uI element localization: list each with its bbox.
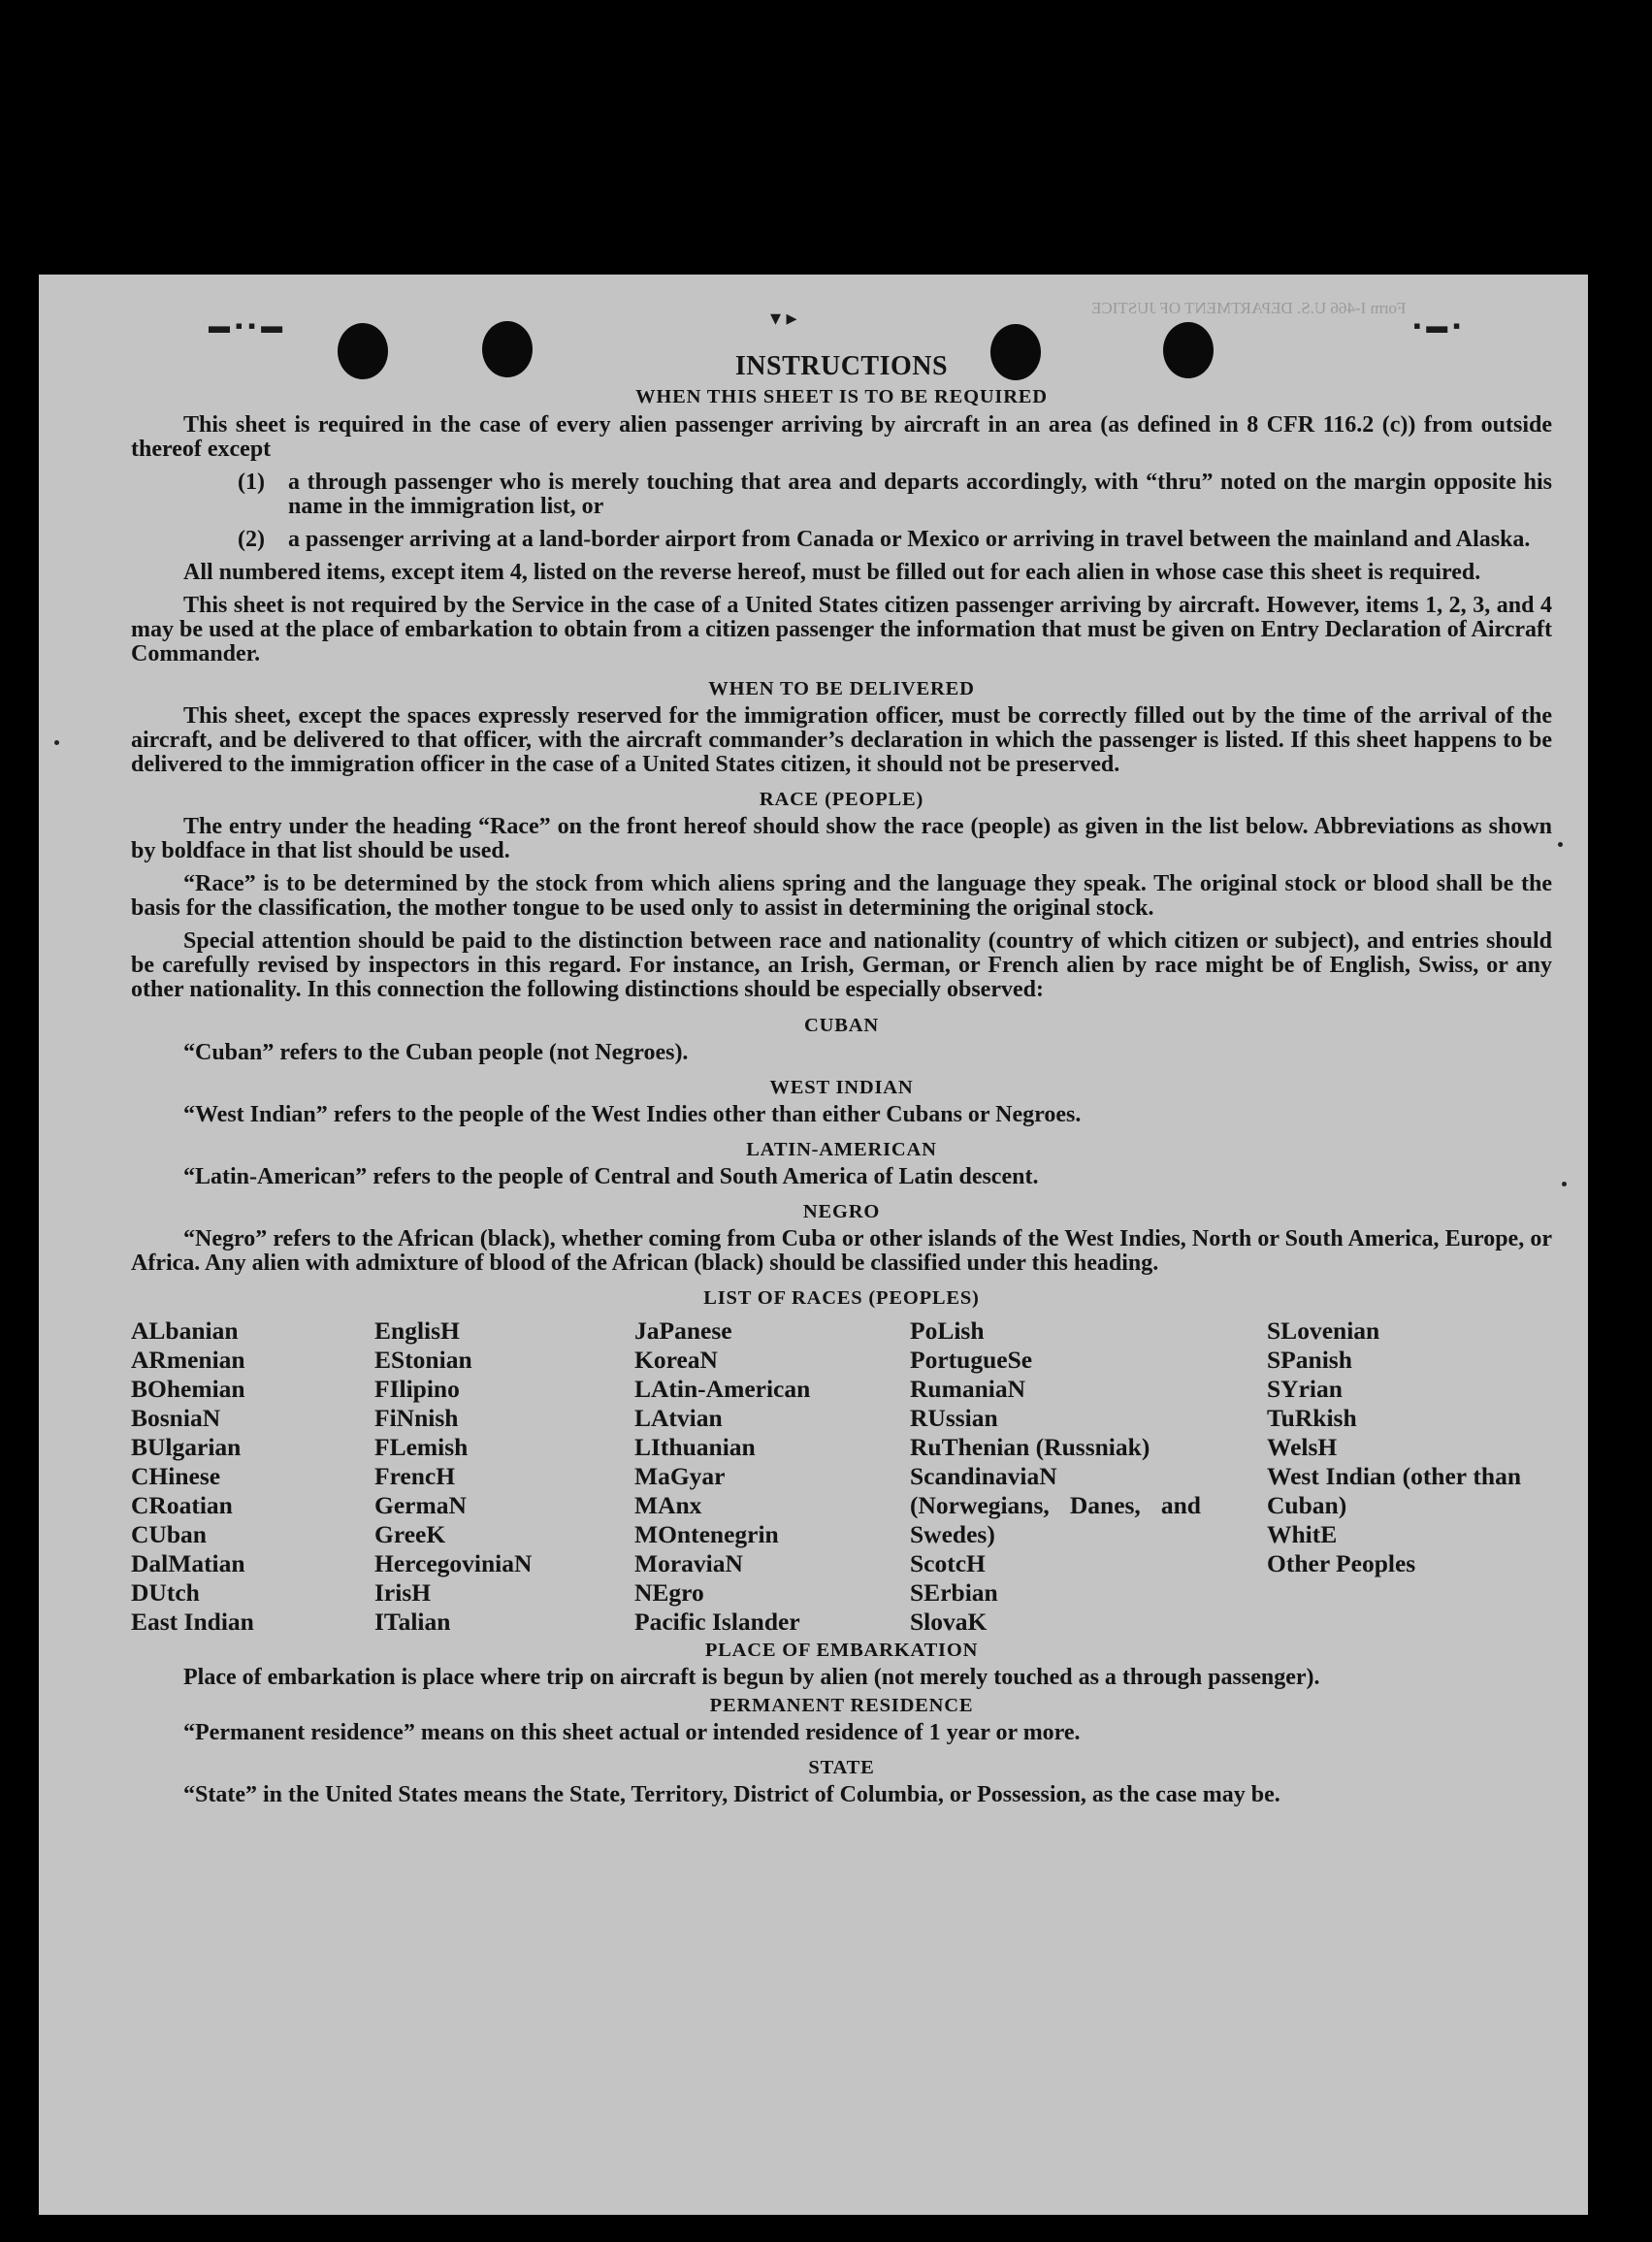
item-number: (1) [238,470,265,495]
races-column-4 [910,1316,1201,1637]
race-entry: HercegoviniaN [374,1549,533,1577]
paragraph: Special attention should be paid to the distinction between race and nationality (country of which citizen or subject), and entries should be carefully revised by inspectors in this regard. For instance, an Irish, German, or French alien by race might be of English, Swiss, or any other nationality. In this connection the following distinctions should be especially observed: [131,928,1552,1002]
section-heading-residence: PERMANENT RESIDENCE [709,1695,974,1716]
race-entry: BUlgarian [131,1433,242,1461]
race-entry: PortugueSe [910,1346,1033,1374]
race-entry: DUtch [131,1578,200,1607]
section-heading-cuban: CUBAN [804,1015,879,1036]
race-entry: Other Peoples [1267,1549,1416,1577]
race-entry: EStonian [374,1346,472,1374]
race-entry: MaGyar [634,1462,726,1490]
item-text: a through passenger who is merely touching that area and departs accordingly, with “thru” noted on the margin opposite his name in the immigration list, or [288,470,1552,519]
list-item [238,528,1552,552]
mark: ▪ ▬ ▪ [1413,313,1461,338]
paragraph: This sheet is not required by the Service in the case of a United States citizen passenger arriving by aircraft. However, items 1, 2, 3, and 4 may be used at the place of embarkation to obtain from a citizen passenger the information that must be given on Entry Declaration of Aircraft Commander. [131,593,1552,666]
race-entry: MAnx [634,1491,702,1519]
race-entry: MoraviaN [634,1549,743,1577]
race-entry: WelsH [1267,1433,1338,1461]
race-entry: Pacific Islander [634,1608,800,1636]
races-column-3 [634,1316,910,1637]
race-entry: GreeK [374,1520,446,1548]
races-column-5 [1267,1316,1521,1637]
paragraph: All numbered items, except item 4, listed on the reverse hereof, must be filled out for each alien in whose case this sheet is required. [183,560,1481,585]
race-entry: FiNnish [374,1404,459,1432]
item-number: (2) [238,527,265,552]
race-entry: ScotcH [910,1549,986,1577]
instructions-content [131,350,1552,1807]
races-column-2 [374,1316,634,1637]
section-heading-latin-american: LATIN-AMERICAN [746,1139,937,1160]
race-entry: SErbian [910,1578,998,1607]
race-entry: CHinese [131,1462,221,1490]
paragraph: “Negro” refers to the African (black), whether coming from Cuba or other islands of the West Indies, North or South America, Europe, or Africa. Any alien with admixture of blood of the African (black) should be classified under this heading. [131,1226,1552,1276]
race-entry: ITalian [374,1608,451,1636]
speck [1558,842,1563,847]
race-entry: GermaN [374,1491,467,1519]
page-title: INSTRUCTIONS [734,351,949,381]
race-entry: IrisH [374,1578,432,1607]
paragraph: This sheet, except the spaces expressly reserved for the immigration officer, must be correctly filled out by the time of the arrival of the aircraft, and be delivered to that officer, with the aircraft commander’s declaration in which the passenger is listed. If this sheet happens to be delivered to the immigration officer in the case of a United States citizen, it should not be preserved. [131,703,1552,777]
race-entry: East Indian [131,1608,254,1636]
race-entry: SLovenian [1267,1316,1380,1345]
race-entry: FLemish [374,1433,469,1461]
paragraph: Place of embarkation is place where trip on aircraft is begun by alien (not merely touched as a through passenger). [183,1665,1320,1690]
paragraph: “Cuban” refers to the Cuban people (not Negroes). [183,1040,689,1065]
race-entry: West Indian (other than Cuban) [1267,1462,1521,1519]
race-entry: JaPanese [634,1316,732,1345]
bleed-through-form-header: Form I-466 U.S. DEPARTMENT OF JUSTICE [1091,299,1407,317]
section-heading-embarkation: PLACE OF EMBARKATION [704,1640,979,1661]
race-entry: ALbanian [131,1316,239,1345]
race-entry: FIlipino [374,1375,460,1403]
mark: ▾ ▸ [770,306,797,330]
race-entry: CUban [131,1520,207,1548]
race-entry: WhitE [1267,1520,1338,1548]
race-entry: LAtin-American [634,1375,811,1403]
speck [1562,1182,1567,1186]
section-heading-list-of-races: LIST OF RACES (PEOPLES) [703,1287,980,1309]
paragraph: “Race” is to be determined by the stock from which aliens spring and the language they speak. The original stock or blood shall be the basis for the classification, the mother tongue to be used only to assist in determining the original stock. [131,871,1552,921]
race-entry: ARmenian [131,1346,245,1374]
document-sheet [39,275,1588,2215]
race-entry: ScandinaviaN (Norwegians, Danes, and Swedes) [910,1462,1201,1548]
race-entry: RUssian [910,1404,998,1432]
race-entry: SPanish [1267,1346,1352,1374]
paragraph: “Permanent residence” means on this sheet actual or intended residence of 1 year or more. [183,1720,1081,1745]
race-entry: DalMatian [131,1549,245,1577]
race-entry: FrencH [374,1462,456,1490]
paragraph: “Latin-American” refers to the people of Central and South America of Latin descent. [183,1164,1039,1189]
section-heading-west-indian: WEST INDIAN [769,1077,914,1098]
section-heading-delivered: WHEN TO BE DELIVERED [708,678,975,699]
paragraph: “West Indian” refers to the people of the West Indies other than either Cubans or Negroes. [183,1102,1082,1127]
race-entry: LAtvian [634,1404,723,1432]
races-column-1 [131,1316,374,1637]
list-item [238,471,1552,519]
section-heading-race: RACE (PEOPLE) [759,789,924,810]
race-entry: SlovaK [910,1608,988,1636]
paragraph: “State” in the United States means the State, Territory, District of Columbia, or Possession, as the case may be. [183,1782,1280,1807]
race-entry: NEgro [634,1578,704,1607]
section-heading-negro: NEGRO [802,1201,881,1222]
item-text: a passenger arriving at a land-border airport from Canada or Mexico or arriving in travel between the mainland and Alaska. [288,527,1531,552]
race-entry: SYrian [1267,1375,1343,1403]
race-entry: LIthuanian [634,1433,756,1461]
paragraph: This sheet is required in the case of every alien passenger arriving by aircraft in an area (as defined in 8 CFR 116.2 (c)) from outside thereof except [131,412,1552,462]
race-entry: RuThenian (Russniak) [910,1433,1150,1461]
races-list [131,1316,1552,1637]
race-entry: EnglisH [374,1316,460,1345]
speck [54,740,59,745]
mark: ▬ ▪ ▪ ▬ [209,313,283,338]
race-entry: CRoatian [131,1491,233,1519]
race-entry: PoLish [910,1316,985,1345]
race-entry: BosniaN [131,1404,221,1432]
section-heading-required: WHEN THIS SHEET IS TO BE REQUIRED [635,386,1048,407]
section-heading-state: STATE [808,1757,875,1778]
race-entry: TuRkish [1267,1404,1357,1432]
race-entry: RumaniaN [910,1375,1026,1403]
race-entry: MOntenegrin [634,1520,779,1548]
race-entry: BOhemian [131,1375,245,1403]
paragraph: The entry under the heading “Race” on the front hereof should show the race (people) as given in the list below. Abbreviations as shown by boldface in that list should be used. [131,814,1552,863]
race-entry: KoreaN [634,1346,718,1374]
